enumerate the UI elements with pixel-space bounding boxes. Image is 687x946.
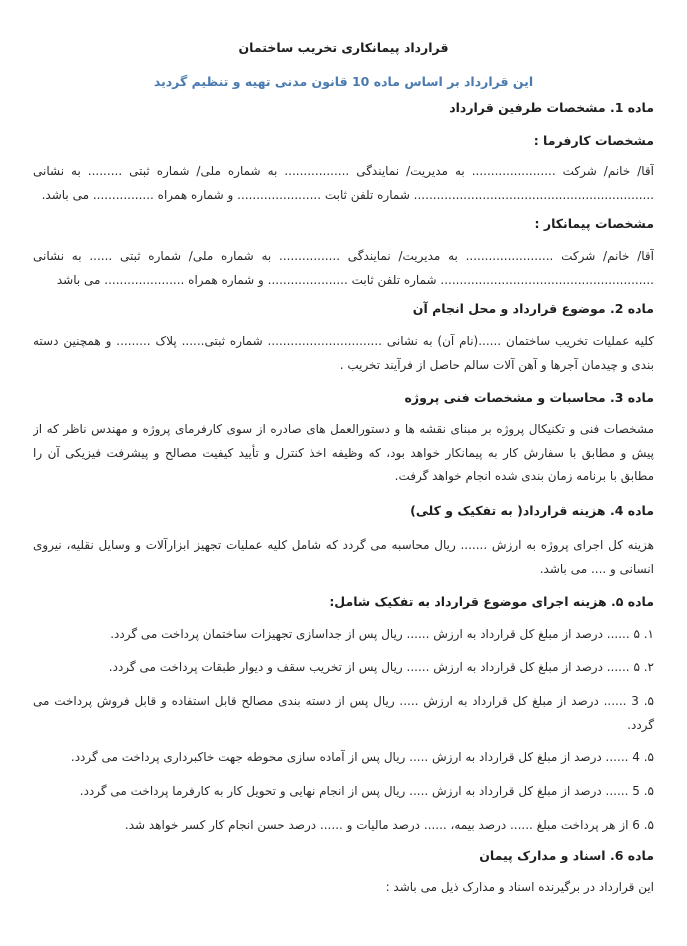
article-2-line-1: کلیه عملیات تخریب ساختمان ......(نام آن) به نشانی .............................. شماره ثبتی...... پلاک ......... و همچنین دسته <box>33 334 654 348</box>
article-3-body <box>33 418 654 489</box>
article-5-item-5-text: ۵. 5 ...... درصد از مبلغ کل قرارداد به ارزش ..... ریال پس از انجام نهایی و تحویل کار به کارفرما پرداخت می گردد. <box>79 784 654 798</box>
article-5-item-6 <box>33 814 654 838</box>
article-5-item-2 <box>33 656 654 680</box>
article-5-item-6-text: ۵. 6 از هر پرداخت مبلغ ...... درصد بیمه، ...... درصد مالیات و ...... درصد حسن انجام کار کسر خواهد شد. <box>124 818 654 832</box>
document-title: قرارداد پیمانکاری تخریب ساختمان <box>238 40 449 55</box>
article-5-item-4-text: ۵. 4 ...... درصد از مبلغ کل قرارداد به ارزش ..... ریال پس از آماده سازی محوطه جهت خاکبرداری پرداخت می گردد. <box>70 750 654 764</box>
document-subtitle: این قرارداد بر اساس ماده 10 قانون مدنی تهیه و تنظیم گردید <box>153 74 534 89</box>
article-3-line-2: پیش و مطابق با سفارش کار به پیمانکار خواهد بود، که وظیفه اخذ کنترل و تأیید کیفیت مصالح و پیشرفت فیزیکی آن را <box>33 445 654 460</box>
employer-heading: مشخصات کارفرما : <box>533 133 654 148</box>
employer-line-1: آقا/ خانم/ شرکت ...................... به مدیریت/ نمایندگی ................. به شماره ملی/ شماره ثبتی ......... به نشانی <box>33 164 654 178</box>
article-5-item-3-line-2: گردد. <box>627 717 654 732</box>
article-3-line-3: مطابق با برنامه زمان بندی شده انجام خواهد گرفت. <box>394 469 654 483</box>
contractor-line-2: ........................................................ شماره تلفن ثابت ..................... و شماره همراه ..................... می باشد <box>56 272 654 287</box>
article-4-heading: ماده 4. هزینه قرارداد( به تفکیک و کلی) <box>410 503 654 518</box>
article-5-item-1 <box>33 623 654 647</box>
article-6-line-1: این قرارداد در برگیرنده اسناد و مدارک ذیل می باشد : <box>385 880 654 894</box>
contractor-line-1: آقا/ خانم/ شرکت ....................... به مدیریت/ نمایندگی ................ به شماره ملی/ شماره ثبتی ...... به نشانی <box>33 249 654 263</box>
article-6-body <box>33 876 654 900</box>
employer-details <box>33 160 654 207</box>
employer-line-2: ............................................................... شماره تلفن ثابت ...................... و شماره همراه ................ می باشد. <box>41 187 654 202</box>
article-5-item-2-text: ۲. ۵ ...... درصد از مبلغ کل قرارداد به ارزش ...... ریال پس از تخریب سقف و دیوار طبقات پرداخت می گردد. <box>108 660 654 674</box>
article-1-heading: ماده 1. مشخصات طرفین قرارداد <box>449 100 654 115</box>
article-4-body <box>33 534 654 581</box>
article-4-line-1: هزینه کل اجرای پروژه به ارزش ....... ریال محاسبه می گردد که شامل کلیه عملیات تجهیز ابزارآلات و وسایل نقلیه، نیروی <box>33 538 654 552</box>
article-6-heading: ماده 6. اسناد و مدارک پیمان <box>479 848 654 863</box>
article-3-heading: ماده 3. محاسبات و مشخصات فنی پروژه <box>404 390 654 405</box>
article-5-item-1-text: ۱. ۵ ...... درصد از مبلغ کل قرارداد به ارزش ...... ریال پس از جداسازی تجهیزات ساختمان پرداخت می گردد. <box>110 627 654 641</box>
article-3-line-1: مشخصات فنی و تکنیکال پروژه بر مبنای نقشه ها و دستورالعمل های صادره از سوی کارفرمای پروژه و مهندس ناظر که از <box>33 422 654 436</box>
contractor-details <box>33 245 654 292</box>
article-5-heading: ماده ۵. هزینه اجرای موضوع قرارداد به تفکیک شامل: <box>329 594 654 609</box>
article-5-item-4 <box>33 746 654 770</box>
article-5-item-5 <box>33 780 654 804</box>
article-2-body <box>33 330 654 377</box>
article-4-line-2: انسانی و .... می باشد. <box>539 561 654 576</box>
article-2-line-2: بندی و چیدمان آجرها و آهن آلات سالم حاصل از فرآیند تخریب . <box>339 357 654 372</box>
article-2-heading: ماده 2. موضوع قرارداد و محل انجام آن <box>412 301 654 316</box>
article-5-item-3 <box>33 690 654 737</box>
contractor-heading: مشخصات پیمانکار : <box>534 216 654 231</box>
article-5-item-3-line-1: ۵. 3 ...... درصد از مبلغ کل قرارداد به ارزش ..... ریال پس از دسته بندی مصالح قابل استفاده و قابل فروش پرداخت می <box>33 694 654 708</box>
